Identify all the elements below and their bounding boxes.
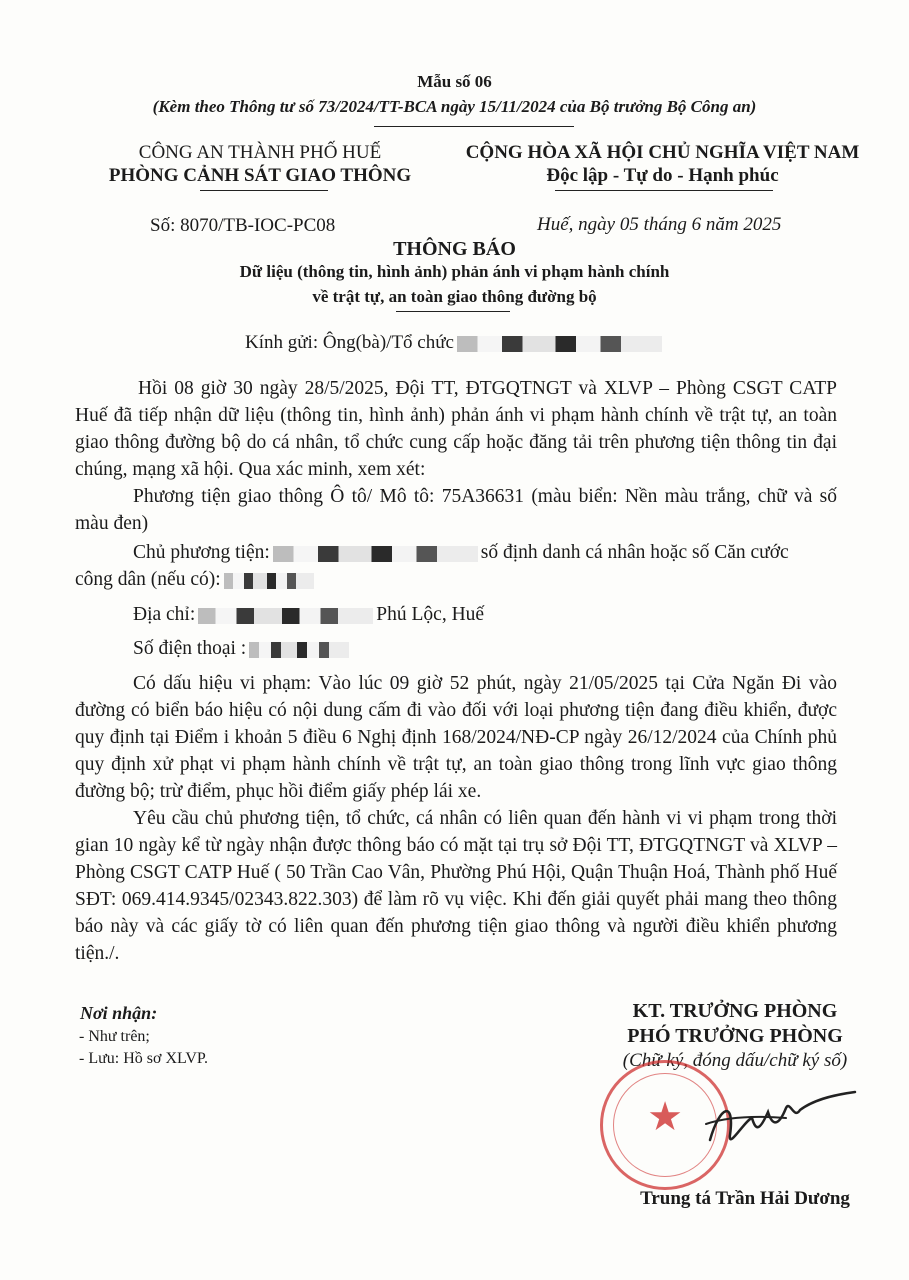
title-underline xyxy=(396,311,510,312)
owner-label: Chủ phương tiện: xyxy=(133,542,270,563)
request-paragraph: Yêu cầu chủ phương tiện, tổ chức, cá nhân có liên quan đến hành vi vi phạm trong thời gian 10 ngày kể từ ngày nhận được thông báo có mặt tại trụ sở Đội TT, ĐTGQTNGT và XLVP – Phòng CSGT CATP Huế ( 50 Trần Cao Vân, Phường Phú Hội, Quận Thuận Hoá, Thành phố Huế SĐT: 069.414.9345/02343.822.303) để làm rõ vụ việc. Khi đến giải quyết phải mang theo thông báo này và các giấy tờ có liên quan đến phương tiện giao thông và người điều khiển phương tiện./. xyxy=(75,808,837,964)
intro-paragraph: Hồi 08 giờ 30 ngày 28/5/2025, Đội TT, ĐTGQTNGT và XLVP – Phòng CSGT CATP Huế đã tiếp nhận dữ liệu (thông tin, hình ảnh) phản ánh vi phạm hành chính về trật tự, an toàn giao thông đường bộ do cá nhân, tổ chức cung cấp hoặc đăng tải trên phương tiện thông tin đại chúng, mạng xã hội. Qua xác minh, xem xét: xyxy=(75,378,837,480)
place-date: Huế, ngày 05 tháng 6 năm 2025 xyxy=(537,214,782,235)
address-locality: Phú Lộc, Huế xyxy=(376,604,485,625)
redacted-owner-name xyxy=(273,546,478,562)
phone-label: Số điện thoại : xyxy=(133,638,247,659)
signer-title-1: KT. TRƯỞNG PHÒNG xyxy=(632,1000,838,1022)
recipient-line xyxy=(245,332,665,354)
signer-title-2: PHÓ TRƯỞNG PHÒNG xyxy=(627,1025,843,1047)
redacted-id xyxy=(224,573,314,589)
id-label: công dân (nếu có): xyxy=(75,569,221,590)
signer-name: Trung tá Trần Hải Dương xyxy=(640,1188,850,1209)
agency-underline xyxy=(200,190,328,191)
owner-block xyxy=(75,539,837,593)
recipients-title: Nơi nhận: xyxy=(80,1003,158,1023)
form-number: Mẫu số 06 xyxy=(417,72,492,91)
recipient-item-2: - Lưu: Hồ sơ XLVP. xyxy=(79,1050,208,1067)
nation-underline xyxy=(555,190,773,191)
document-number: Số: 8070/TB-IOC-PC08 xyxy=(150,215,336,236)
recipient-label: Kính gửi: Ông(bà)/Tổ chức xyxy=(245,332,454,353)
redacted-recipient xyxy=(457,336,662,352)
redacted-phone xyxy=(249,642,349,658)
phone-line xyxy=(75,635,837,662)
redacted-address xyxy=(198,608,373,624)
agency-line2: PHÒNG CẢNH SÁT GIAO THÔNG xyxy=(108,165,412,186)
title-sub1: Dữ liệu (thông tin, hình ảnh) phản ánh vi phạm hành chính xyxy=(239,262,670,281)
title-sub2: về trật tự, an toàn giao thông đường bộ xyxy=(312,287,597,306)
nation-line2: Độc lập - Tự do - Hạnh phúc xyxy=(546,165,779,186)
owner-id-label: số định danh cá nhân hoặc số Căn cước xyxy=(480,542,789,563)
document-title: THÔNG BÁO xyxy=(393,238,516,260)
handwritten-signature xyxy=(690,1080,870,1170)
recipient-item-1: - Như trên; xyxy=(79,1028,150,1045)
violation-paragraph: Có dấu hiệu vi phạm: Vào lúc 09 giờ 52 phút, ngày 21/05/2025 tại Cửa Ngăn Đi vào đường có biển báo hiệu có nội dung cấm đi vào đối với loại phương tiện đang điều khiển, được quy định tại Điểm i khoản 5 điều 6 Nghị định 168/2024/NĐ-CP ngày 26/12/2024 của Chính phủ quy định xử phạt vi phạm hành chính về trật tự, an toàn giao thông trong lĩnh vực giao thông đường bộ; trừ điểm, phục hồi điểm giấy phép lái xe. xyxy=(75,673,837,802)
address-label: Địa chỉ: xyxy=(133,604,196,625)
attached-circular: (Kèm theo Thông tư số 73/2024/TT-BCA ngày 15/11/2024 của Bộ trưởng Bộ Công an) xyxy=(152,97,757,116)
header-divider xyxy=(374,126,574,127)
address-line xyxy=(75,601,837,628)
vehicle-info: Phương tiện giao thông Ô tô/ Mô tô: 75A36631 (màu biển: Nền màu trắng, chữ và số màu đen) xyxy=(75,486,837,534)
agency-line1: CÔNG AN THÀNH PHỐ HUẾ xyxy=(138,142,382,163)
signature-note: (Chữ ký, đóng dấu/chữ ký số) xyxy=(622,1050,848,1071)
seal-star-icon: ★ xyxy=(647,1094,683,1139)
nation-line1: CỘNG HÒA XÃ HỘI CHỦ NGHĨA VIỆT NAM xyxy=(465,142,860,163)
